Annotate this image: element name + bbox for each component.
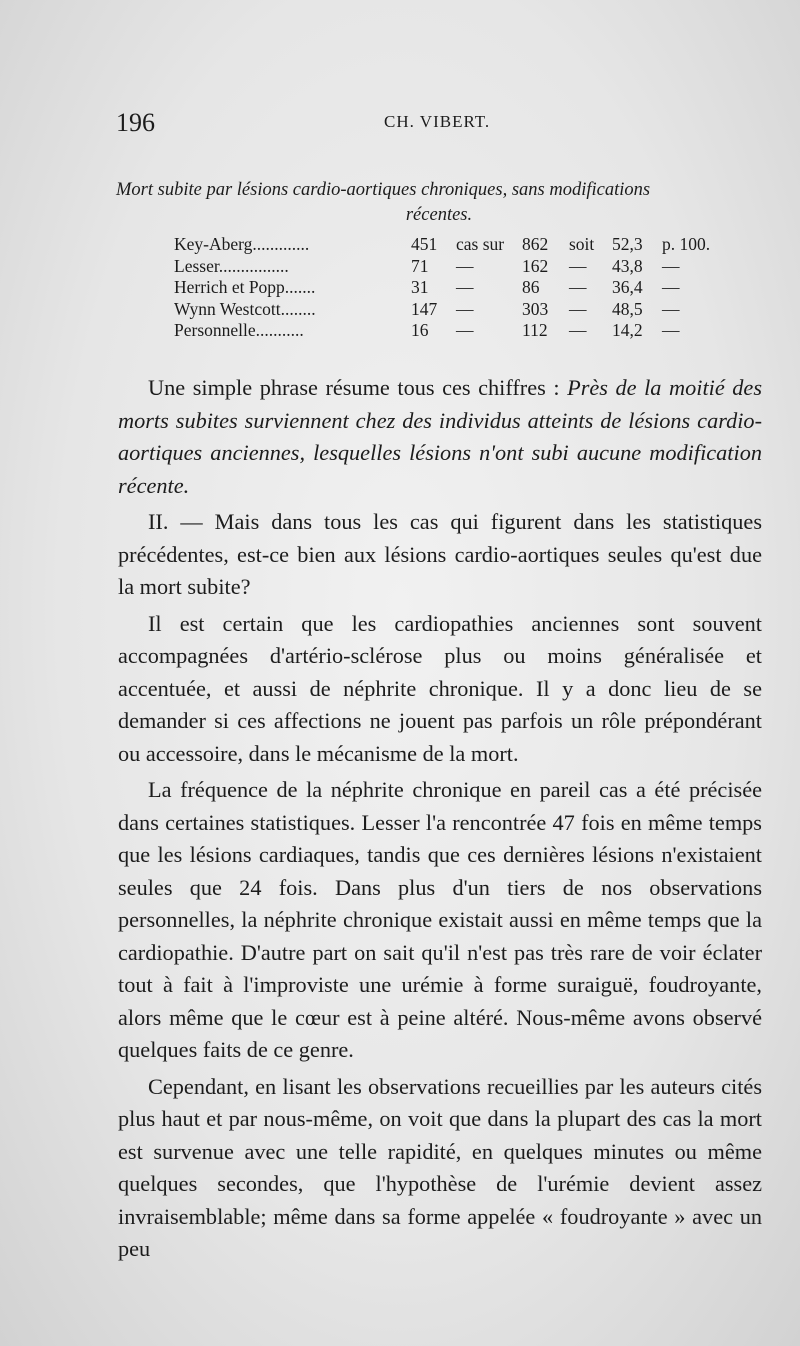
paragraph: II. — Mais dans tous les cas qui figurent dans les statistiques précédentes, est-ce bien aux lésions cardio-aortiques seules qu'est due la mort subite?: [118, 509, 762, 599]
stat-separator: —: [569, 255, 587, 276]
stat-separator: —: [569, 298, 587, 319]
running-head: CH. VIBERT.: [384, 112, 491, 131]
paragraph: [118, 372, 762, 502]
paragraph: Cependant, en lisant les observations recueillies par les auteurs cités plus haut et par nous-même, on voit que dans la plupart des cas la mort est survenue avec une telle rapidité, en quelques minutes ou même quelques secondes, que l'hypothèse de l'urémie devient assez invraisemblable; même dans sa forme appelée « foudroyante » avec un peu: [118, 1073, 762, 1261]
stat-total: 86: [522, 277, 540, 297]
stat-cases: 147: [411, 298, 438, 319]
stat-percent: 43,8: [612, 255, 643, 276]
stat-percent: 52,3: [612, 234, 643, 254]
stat-row: [174, 320, 714, 342]
stat-percent: 48,5: [612, 298, 643, 319]
stat-percent: 14,2: [612, 320, 643, 340]
stat-cases: 16: [411, 320, 429, 340]
stat-separator: cas sur: [456, 234, 505, 254]
stat-total: 112: [522, 320, 548, 340]
stat-separator: —: [569, 320, 587, 340]
stat-separator: soit: [569, 234, 595, 254]
stat-author: Lesser................: [174, 255, 289, 276]
stat-cases: 71: [411, 255, 429, 276]
stat-total: 162: [522, 255, 549, 276]
stat-cases: 31: [411, 277, 429, 297]
stat-row: [174, 299, 714, 321]
stat-author: Key-Aberg.............: [174, 234, 310, 254]
stat-unit: —: [662, 298, 680, 319]
stat-separator: —: [456, 255, 474, 276]
stat-author: Herrich et Popp.......: [174, 277, 316, 297]
stat-separator: —: [569, 277, 587, 297]
paragraph: La fréquence de la néphrite chronique en pareil cas a été précisée dans certaines statistiques. Lesser l'a rencontrée 47 fois en même temps que les lésions cardiaques, tandis que ces dernières lésions n'existaient seules que 24 fois. Dans plus d'un tiers de nos observations personnelles, la néphrite chronique existait aussi en même temps que la cardiopathie. D'autre part on sait qu'il n'est pas très rare de voir éclater tout à fait à l'improviste une urémie à forme suraiguë, foudroyante, alors même que le cœur est à peine altéré. Nous-même avons observé quelques faits de ce genre.: [118, 777, 762, 1062]
stat-total: 303: [522, 298, 549, 319]
stat-row: [174, 234, 714, 256]
page-header: [116, 108, 762, 138]
page-number: 196: [116, 108, 155, 137]
caption-line-2: récentes.: [405, 205, 473, 225]
stat-total: 862: [522, 234, 549, 254]
stat-unit: —: [662, 255, 680, 276]
stat-separator: —: [456, 277, 474, 297]
stat-percent: 36,4: [612, 277, 643, 297]
stat-unit: —: [662, 277, 680, 297]
stat-separator: —: [456, 298, 474, 319]
stat-unit: p. 100.: [662, 234, 711, 254]
paragraph-lead: Une simple phrase résume tous ces chiffres :: [148, 375, 568, 400]
stat-cases: 451: [411, 234, 438, 254]
statistics-table: [174, 234, 714, 342]
stat-author: Wynn Westcott........: [174, 298, 316, 319]
stat-row: [174, 256, 714, 278]
stat-author: Personnelle...........: [174, 320, 304, 340]
body-text: [118, 372, 762, 1266]
paragraph-emphasis: Près de la moitié des morts subites surviennent chez des individus atteints de lésions cardio-aortiques anciennes, lesquelles lésions n'ont subi aucune modification récente.: [118, 375, 762, 498]
table-caption: [116, 178, 762, 228]
stat-separator: —: [456, 320, 474, 340]
stat-row: [174, 277, 714, 299]
paragraph: Il est certain que les cardiopathies anciennes sont souvent accompagnées d'artério-sclérose plus ou moins généralisée et accentuée, et aussi de néphrite chronique. Il y a donc lieu de se demander si ces affections ne jouent pas parfois un rôle prépondérant ou accessoire, dans le mécanisme de la mort.: [118, 610, 762, 766]
stat-unit: —: [662, 320, 680, 340]
caption-line-1: Mort subite par lésions cardio-aortiques chroniques, sans modifications: [116, 180, 651, 200]
